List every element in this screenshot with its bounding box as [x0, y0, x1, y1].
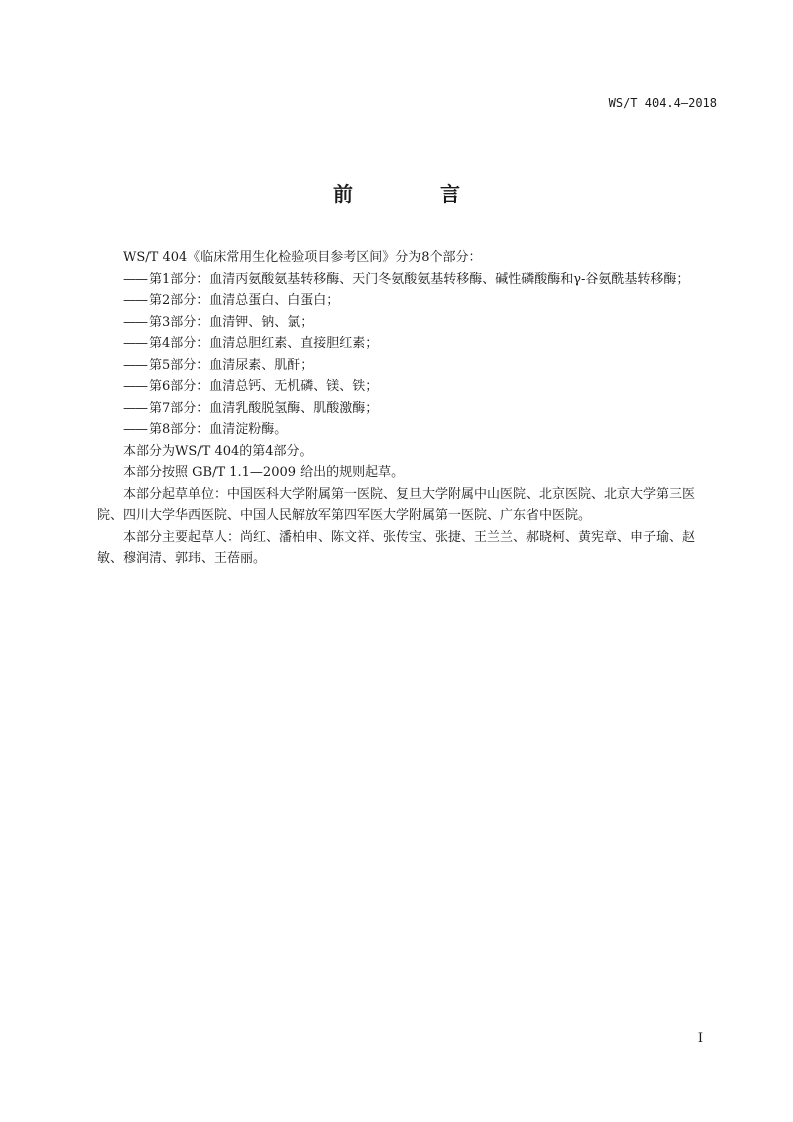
dash-marker: ——	[123, 422, 147, 437]
page-number: I	[697, 1031, 703, 1046]
dash-marker: ——	[123, 336, 147, 351]
part-text: 第7部分：血清乳酸脱氢酶、肌酸激酶；	[149, 400, 379, 416]
drafting-rules: 本部分按照 GB/T 1.1—2009 给出的规则起草。	[123, 465, 405, 480]
part-statement: 本部分为WS/T 404的第4部分。	[123, 443, 313, 459]
part-text: 第6部分：血清总钙、无机磷、镁、铁；	[149, 379, 379, 394]
list-item	[97, 312, 719, 334]
list-item	[97, 290, 719, 312]
part-text: 第4部分：血清总胆红素、直接胆红素；	[149, 336, 379, 351]
drafters: 本部分主要起草人：尚红、潘柏申、陈文祥、张传宝、张捷、王兰兰、郝晓柯、黄宪章、申子瑜、赵敏、穆润清、郭玮、王蓓丽。	[97, 529, 696, 566]
dash-marker: ——	[123, 271, 147, 287]
foreword-body	[97, 247, 719, 570]
part-text: 第1部分：血清丙氨酸氨基转移酶、天门冬氨酸氨基转移酶、碱性磷酸酶和γ-谷氨酰基转移酶；	[149, 271, 690, 287]
list-item	[97, 269, 719, 291]
list-item	[97, 333, 719, 355]
dash-marker: ——	[123, 379, 147, 394]
part-text: 第8部分：血清淀粉酶。	[149, 422, 288, 437]
intro-paragraph: WS/T 404《临床常用生化检验项目参考区间》分为8个部分：	[123, 250, 482, 265]
list-item	[97, 376, 719, 398]
standard-code: WS/T 404.4—2018	[608, 96, 717, 110]
list-item	[97, 355, 719, 377]
list-item	[97, 398, 719, 420]
part-text: 第2部分：血清总蛋白、白蛋白；	[149, 293, 340, 308]
list-item	[97, 419, 719, 441]
dash-marker: ——	[123, 357, 147, 373]
part-text: 第5部分：血清尿素、肌酐；	[149, 357, 314, 373]
page-title: 前 言	[333, 182, 500, 206]
dash-marker: ——	[123, 400, 147, 416]
drafting-units: 本部分起草单位：中国医科大学附属第一医院、复旦大学附属中山医院、北京医院、北京大学第三医院、四川大学华西医院、中国人民解放军第四军医大学附属第一医院、广东省中医院。	[97, 486, 696, 523]
dash-marker: ——	[123, 314, 147, 330]
part-text: 第3部分：血清钾、钠、氯；	[149, 314, 314, 330]
dash-marker: ——	[123, 293, 147, 308]
